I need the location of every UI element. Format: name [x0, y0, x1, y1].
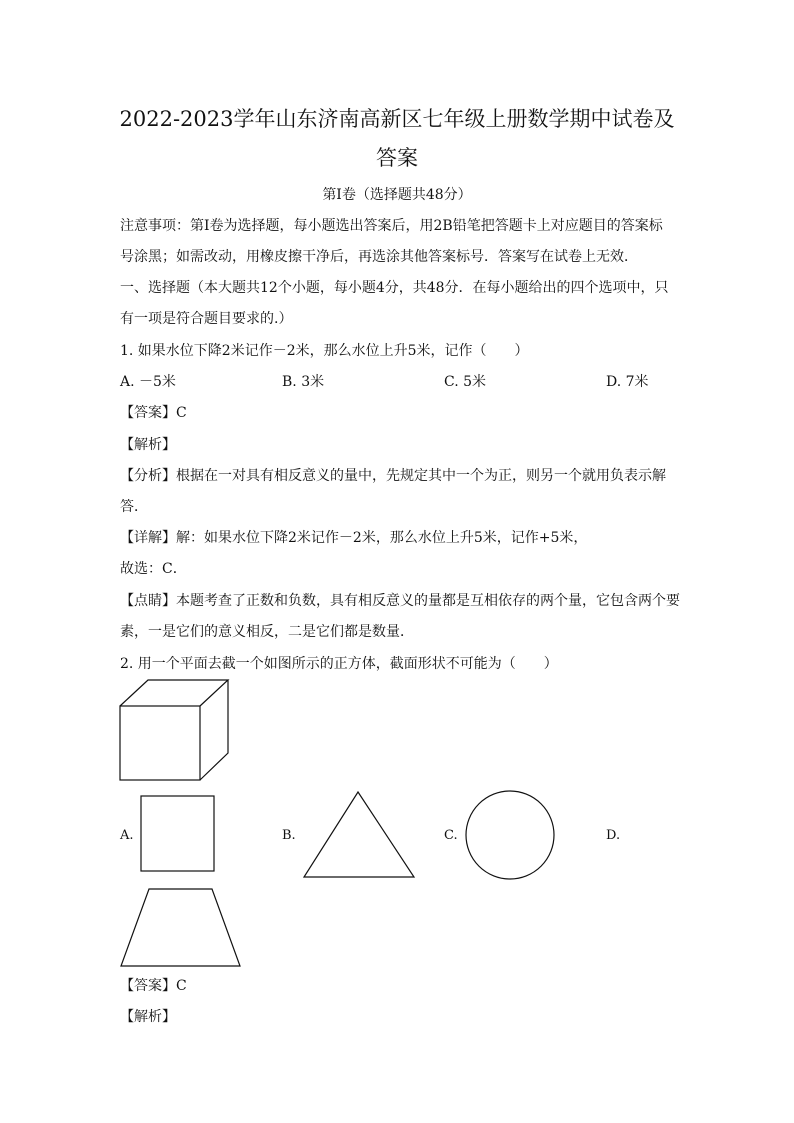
q2-option-a-label: A.: [120, 828, 134, 843]
q1-option-d: D. 7米: [606, 374, 649, 390]
q1-dianjing-line2: 素，一是它们的意义相反，二是它们都是数量．: [120, 624, 414, 640]
q1-fenxi-line1: 【分析】根据在一对具有相反意义的量中，先规定其中一个为正，则另一个就用负表示解: [120, 468, 666, 484]
q2-option-d-label: D.: [606, 828, 621, 843]
trapezoid-shape: [119, 887, 242, 969]
triangle-shape: [302, 790, 416, 880]
q1-stem: 1. 如果水位下降2米记作－2米，那么水位上升5米，记作（ ）: [120, 343, 529, 359]
q1-option-c: C. 5米: [444, 374, 487, 390]
notice-line1: 注意事项：第I卷为选择题，每小题选出答案后，用2B铅笔把答题卡上对应题目的答案标: [120, 218, 663, 234]
part1-line1: 一、选择题（本大题共12个小题，每小题4分，共48分．在每小题给出的四个选项中，只: [120, 280, 669, 296]
doc-title-line1: 2022-2023学年山东济南高新区七年级上册数学期中试卷及: [119, 107, 675, 131]
cube-front-face: [120, 706, 200, 780]
part1-line2: 有一项是符合题目要求的.）: [120, 311, 293, 327]
notice-line2: 号涂黑；如需改动，用橡皮擦干净后，再选涂其他答案标号．答案写在试卷上无效．: [120, 249, 638, 265]
q1-answer: 【答案】C: [120, 405, 187, 421]
q1-option-a: A. －5米: [120, 374, 176, 390]
section-title: 第I卷（选择题共48分）: [322, 187, 472, 203]
q2-answer: 【答案】C: [120, 978, 187, 994]
q2-option-b-label: B.: [282, 828, 296, 843]
q2-analysis-label: 【解析】: [120, 1009, 176, 1025]
q1-xiangjie: 【详解】解：如果水位下降2米记作－2米，那么水位上升5米，记作+5米，: [120, 530, 588, 546]
cube-side-face: [200, 680, 228, 780]
doc-title-line2: 答案: [376, 146, 418, 170]
q1-option-b: B. 3米: [282, 374, 325, 390]
q2-option-c-label: C.: [444, 828, 458, 843]
circle-shape: [464, 790, 556, 882]
cube-top-face: [120, 680, 228, 706]
square-shape: [140, 795, 216, 873]
cube-figure: [119, 679, 231, 783]
q2-stem: 2. 用一个平面去截一个如图所示的正方体，截面形状不可能为（ ）: [120, 656, 558, 672]
q1-analysis-label: 【解析】: [120, 437, 176, 453]
q1-fenxi-line2: 答．: [120, 499, 148, 515]
q1-dianjing-line1: 【点睛】本题考查了正数和负数，具有相反意义的量都是互相依存的两个量，它包含两个要: [120, 593, 680, 609]
q1-guxuan: 故选：C．: [120, 561, 187, 577]
